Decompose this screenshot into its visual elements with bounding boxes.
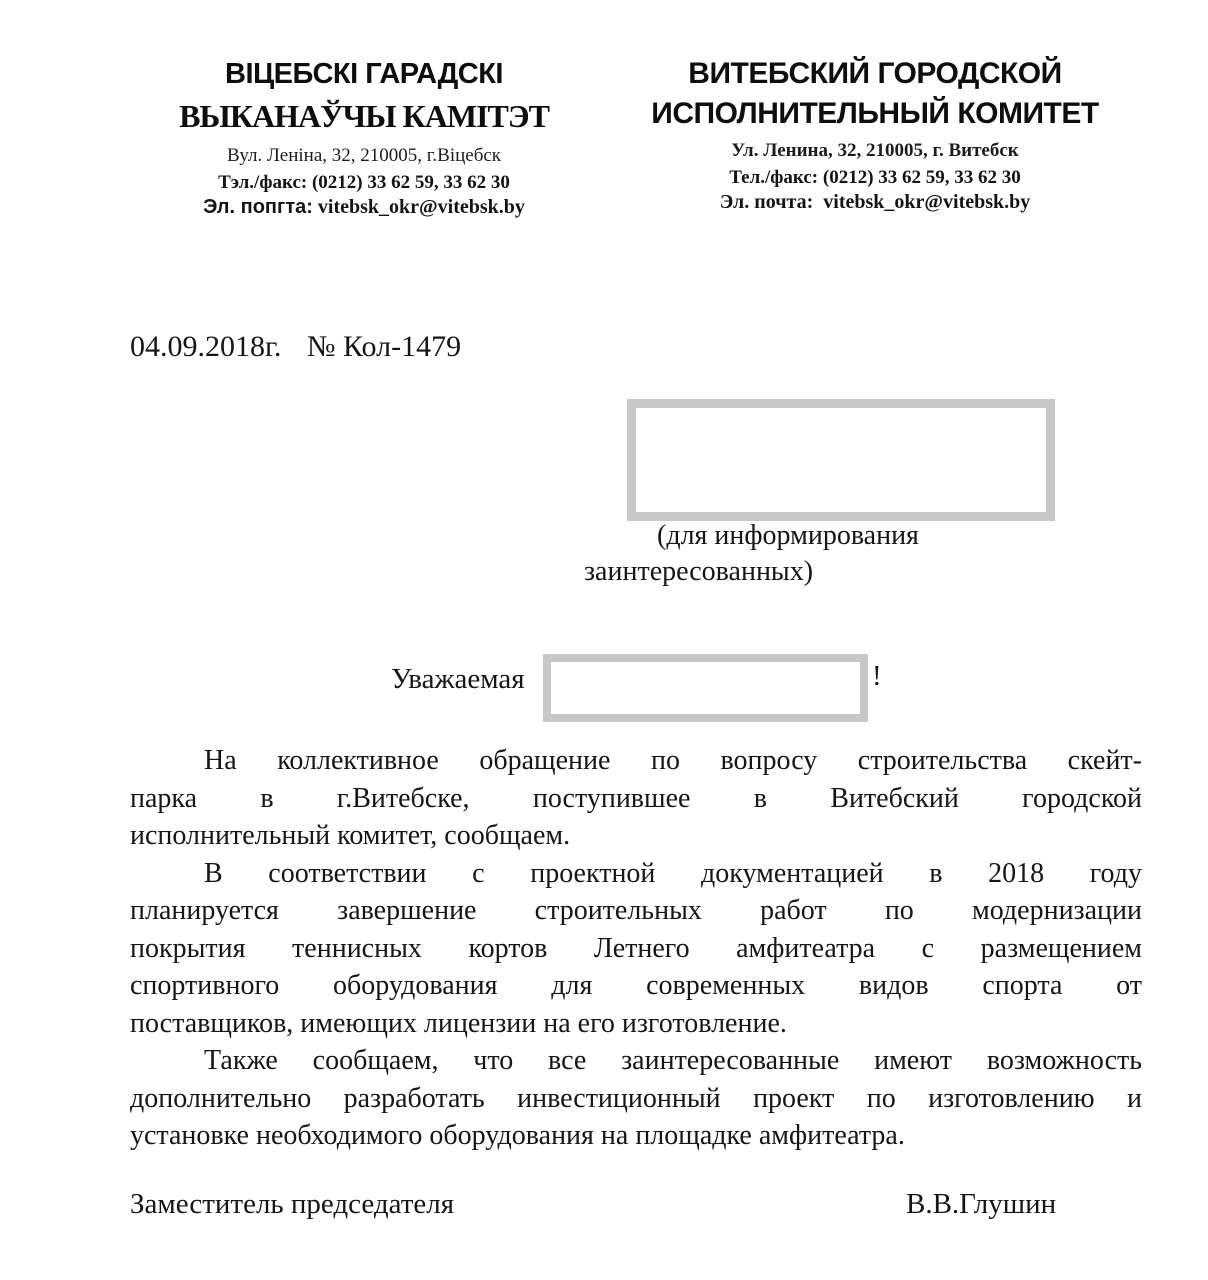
letter-number: № Кол-1479 [306, 330, 462, 363]
letterhead-left [128, 56, 600, 220]
org-name-be-line1: ВІЦЕБСКІ ГАРАДСКІ [225, 58, 503, 90]
org-address-be: Вул. Леніна, 32, 210005, г.Віцебск [226, 145, 502, 166]
email-label-ru: Эл. почта: [719, 191, 814, 213]
letterhead-right [642, 54, 1108, 215]
org-name-ru-line2: ИСПОЛНИТЕЛЬНЫЙ КОМИТЕТ [651, 97, 1099, 130]
redacted-addressee-box [627, 399, 1055, 521]
org-phone-ru: Тел./факс: (0212) 33 62 59, 33 62 30 [729, 167, 1021, 188]
body-line: спортивного оборудования для современных видов спорта от [130, 970, 1142, 1001]
email-value-be: vitebsk_okr@vitebsk.by [317, 196, 525, 218]
body-line: покрытия теннисных кортов Летнего амфитеатра с размещением [130, 932, 1142, 964]
addressee-note-line2: заинтересованных) [584, 556, 814, 587]
org-address-ru: Ул. Ленина, 32, 210005, г. Витебск [731, 140, 1019, 161]
salutation-prefix: Уважаемая [391, 663, 525, 695]
email-value-ru: vitebsk_okr@vitebsk.by [823, 191, 1031, 213]
letter-date: 04.09.2018г. [130, 330, 282, 363]
org-name-ru-line1: ВИТЕБСКИЙ ГОРОДСКОЙ [688, 57, 1062, 90]
org-phone-be: Тэл./факс: (0212) 33 62 59, 33 62 30 [218, 172, 510, 193]
signer-title: Заместитель председателя [130, 1188, 455, 1220]
salutation-suffix: ! [872, 660, 882, 692]
body-line: планируется завершение строительных работ по модернизации [130, 895, 1142, 926]
body-line: На коллективное обращение по вопросу строительства скейт- [204, 745, 1142, 776]
addressee-note-line1: (для информирования [657, 520, 919, 551]
reference-line [130, 330, 461, 364]
email-label-be: Эл. попгта: [203, 196, 313, 218]
body-line: Также сообщаем, что все заинтересованные имеют возможность [204, 1045, 1142, 1076]
org-email-be [128, 195, 600, 220]
letter-body [130, 742, 1142, 1155]
body-line: дополнительно разработать инвестиционный проект по изготовлению и [130, 1082, 1142, 1114]
body-line: поставщиков, имеющих лицензии на его изготовление. [130, 1007, 787, 1039]
redacted-name-box [543, 654, 868, 722]
body-line: парка в г.Витебске, поступившее в Витебский городской [130, 782, 1142, 814]
signer-name: В.В.Глушин [906, 1188, 1057, 1220]
body-line: В соответствии с проектной документацией в 2018 году [204, 857, 1142, 889]
body-line: установке необходимого оборудования на площадке амфитеатра. [130, 1120, 905, 1151]
org-email-ru [642, 190, 1108, 215]
body-line: исполнительный комитет, сообщаем. [130, 820, 571, 851]
org-name-be-line2: ВЫКАНАЎЧЫ КАМІТЭТ [179, 98, 549, 134]
